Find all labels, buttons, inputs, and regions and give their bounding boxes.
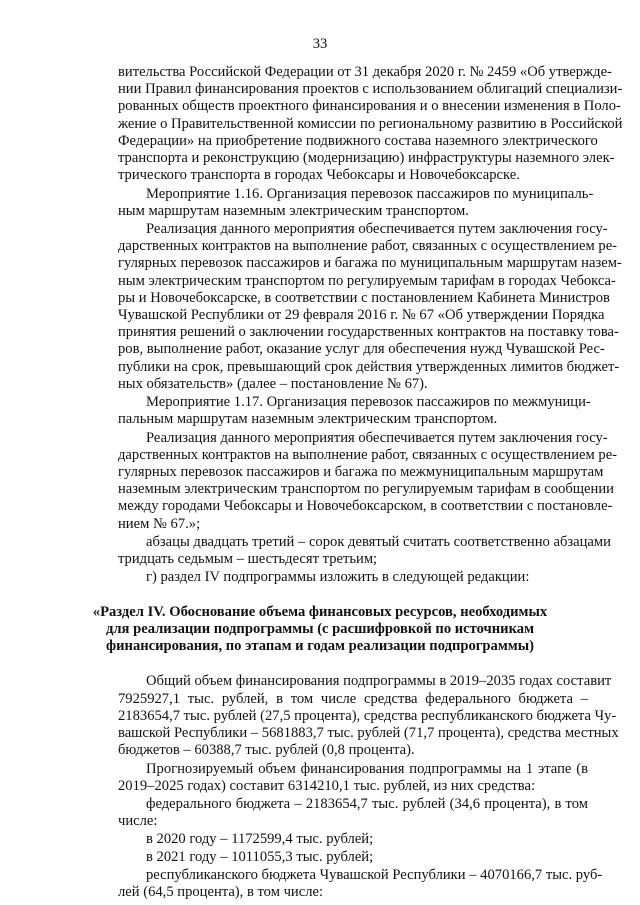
page-number: 33 — [312, 36, 328, 52]
text-line: Реализация данного мероприятия обеспечивается путем заключения госу- — [146, 429, 608, 446]
text-line: тридцать седьмым – шестьдесят третьим; — [118, 551, 378, 568]
text-line: абзацы двадцать третий – сорок девятый считать соответственно абзацами — [146, 533, 611, 550]
text-line: Мероприятие 1.16. Организация перевозок пассажиров по муниципаль- — [146, 185, 594, 202]
text-line: бюджетов – 60388,7 тыс. рублей (0,8 процента). — [118, 742, 415, 759]
text-line: 7925927,1 тыс. рублей, в том числе средства федерального бюджета – — [118, 690, 588, 707]
text-line: лей (64,5 процента), в том числе: — [118, 884, 324, 900]
text-line: гулярных перевозок пассажиров и багажа по муниципальным маршрутам назем- — [118, 255, 622, 272]
text-line: ным электрическим транспортом по регулируемым тарифам в городах Чебокса- — [118, 272, 616, 289]
text-line: ных обязательств» (далее – постановление № 67). — [118, 375, 428, 392]
section-heading: «Раздел IV. Обоснование объема финансовых ресурсов, необходимых — [92, 603, 548, 620]
text-line: 2183654,7 тыс. рублей (27,5 процента), средства республиканского бюджета Чу- — [118, 707, 617, 724]
text-line: нием № 67.»; — [118, 515, 201, 532]
text-line: вительства Российской Федерации от 31 декабря 2020 г. № 2459 «Об утвержде- — [118, 64, 612, 80]
text-line: ров, выполнение работ, оказание услуг для обеспечения нужд Чувашской Рес- — [118, 341, 605, 358]
text-line: пальным маршрутам наземным электрическим транспортом. — [118, 411, 498, 428]
text-line: числе: — [118, 813, 158, 830]
text-line: наземным электрическим транспортом по регулируемым тарифам в сообщении — [118, 481, 614, 498]
text-line: Федерации» на приобретение подвижного состава наземного электрического — [118, 132, 598, 149]
text-line: в 2020 году – 1172599,4 тыс. рублей; — [146, 831, 374, 848]
text-line: жение о Правительственной комиссии по региональному развитию в Российской — [118, 115, 623, 132]
text-line: дарственных контрактов на выполнение работ, связанных с осуществлением ре- — [118, 446, 618, 463]
text-line: между городами Чебоксары и Новочебоксарском, в соответствии с постановле- — [118, 498, 613, 515]
text-line: гулярных перевозок пассажиров и багажа по межмуниципальным маршрутам — [118, 463, 604, 480]
text-line: федерального бюджета – 2183654,7 тыс. рублей (34,6 процента), в том — [146, 795, 588, 812]
text-line: Общий объем финансирования подпрограммы в 2019–2035 годах составит — [146, 673, 612, 690]
text-line: г) раздел IV подпрограммы изложить в следующей редакции: — [146, 569, 530, 586]
text-line: республиканского бюджета Чувашской Республики – 4070166,7 тыс. руб- — [146, 866, 603, 883]
section-heading: для реализации подпрограммы (с расшифровкой по источникам — [105, 620, 535, 637]
text-line: Мероприятие 1.17. Организация перевозок пассажиров по межмуници- — [146, 394, 591, 411]
text-line: Прогнозируемый объем финансирования подпрограммы на 1 этапе (в — [146, 760, 588, 777]
text-line: нии Правил финансирования проектов с использованием облигаций специализи- — [118, 81, 623, 98]
text-line: рованных обществ проектного финансирования и о внесении изменения в Поло- — [118, 98, 621, 115]
section-heading: финансирования, по этапам и годам реализации подпрограммы) — [106, 638, 534, 655]
text-line: в 2021 году – 1011055,3 тыс. рублей; — [146, 848, 374, 865]
text-line: Чувашской Республики от 29 февраля 2016 г. № 67 «Об утверждении Порядка — [118, 307, 605, 324]
text-line: ным маршрутам наземным электрическим транспортом. — [118, 202, 469, 219]
text-line: Реализация данного мероприятия обеспечивается путем заключения госу- — [146, 220, 608, 237]
text-line: 2019–2025 годах) составит 6314210,1 тыс. рублей, из них средства: — [118, 777, 536, 794]
text-line: дарственных контрактов на выполнение работ, связанных с осуществлением ре- — [118, 238, 618, 255]
text-line: публики на срок, превышающий срок действия утвержденных лимитов бюджет- — [118, 358, 620, 375]
text-line: вашской Республики – 5681883,7 тыс. рублей (71,7 процента), средства местных — [118, 725, 619, 742]
text-line: принятия решений о заключении государственных контрактов на поставку това- — [118, 324, 619, 341]
text-line: трического транспорта в городах Чебоксары и Новочебоксарске. — [118, 167, 520, 184]
text-line: ры и Новочебоксарске, в соответствии с постановлением Кабинета Министров — [118, 289, 610, 306]
text-line: транспорта и реконструкцию (модернизацию) инфраструктуры наземного элек- — [118, 150, 615, 167]
